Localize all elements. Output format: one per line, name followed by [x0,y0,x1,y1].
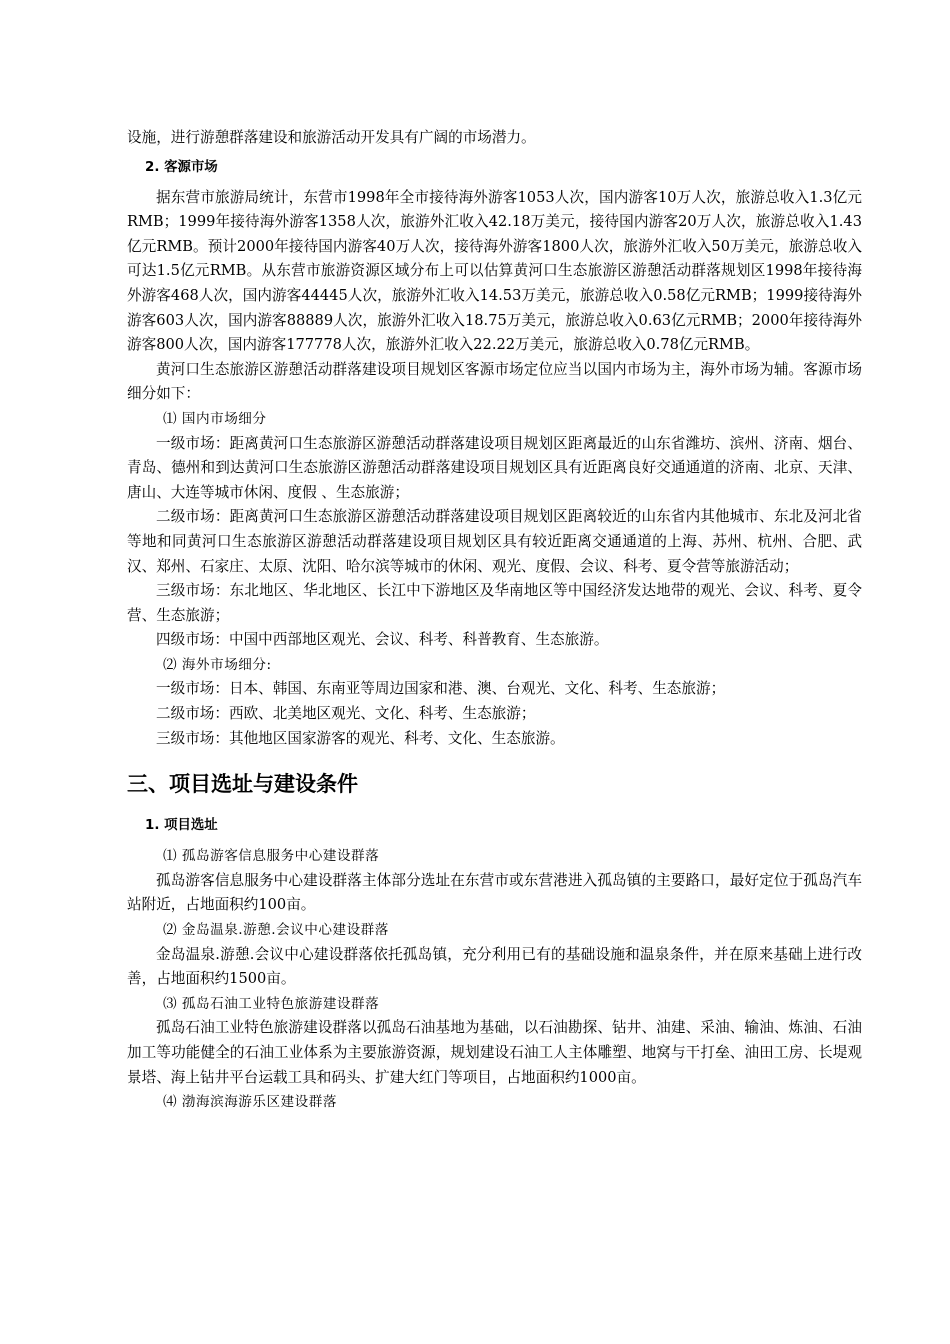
site-item1-body: 孤岛游客信息服务中心建设群落主体部分选址在东营市或东营港进入孤岛镇的主要路口，最好定位于孤岛汽车站附近，占地面积约100亩。 [127,871,862,914]
overseas-tier3-paragraph: 三级市场：其他地区国家游客的观光、科考、文化、生态旅游。 [156,729,565,747]
site-item3-body: 孤岛石油工业特色旅游建设群落以孤岛石油基地为基础，以石油勘探、钻井、油建、采油、输油、炼油、石油加工等功能健全的石油工业体系为主要旅游资源，规划建设石油工人主体雕塑、地窝与干打垒、油田工房、长堤观景塔、海上钻井平台运载工具和码头、扩建大红门等项目，占地面积约1000亩。 [127,1019,862,1086]
source-market-heading: 2. 客源市场 [145,159,218,175]
domestic-tier4-paragraph: 四级市场：中国中西部地区观光、会议、科考、科普教育、生态旅游。 [156,631,609,649]
site-item2-body: 金岛温泉.游憩.会议中心建设群落依托孤岛镇，充分利用已有的基础设施和温泉条件，并在原来基础上进行改善，占地面积约1500亩。 [127,945,862,988]
domestic-tier2-paragraph: 二级市场：距离黄河口生态旅游区游憩活动群落建设项目规划区距离较近的山东省内其他城市、东北及河北省等地和同黄河口生态旅游区游憩活动群落建设项目规划区具有较近距离交通通道的上海、苏州、杭州、合肥、武汉、郑州、石家庄、太原、沈阳、哈尔滨等城市的休闲、观光、度假、会议、科考、夏令营等旅游活动； [127,508,862,575]
site-item1-heading: ⑴ 孤岛游客信息服务中心建设群落 [163,848,380,865]
domestic-tier3-paragraph: 三级市场：东北地区、华北地区、长江中下游地区及华南地区等中国经济发达地带的观光、会议、科考、夏令营、生态旅游； [127,582,862,624]
site-item4-heading: ⑷ 渤海滨海游乐区建设群落 [163,1094,337,1111]
overseas-tier2-paragraph: 二级市场：西欧、北美地区观光、文化、科考、生态旅游； [156,705,536,723]
site-item2-heading: ⑵ 金岛温泉.游憩.会议中心建设群落 [163,922,389,939]
document-body [127,126,862,1115]
domestic-tier1-paragraph: 一级市场：距离黄河口生态旅游区游憩活动群落建设项目规划区距离最近的山东省潍坊、滨州、济南、烟台、青岛、德州和到达黄河口生态旅游区游憩活动群落建设项目规划区具有近距离良好交通通道的济南、北京、天津、唐山、大连等城市休闲、度假 、生态旅游； [127,434,862,501]
overseas-market-heading: ⑵ 海外市场细分: [163,656,272,673]
overseas-tier1-paragraph: 一级市场：日本、韩国、东南亚等周边国家和港、澳、台观光、文化、科考、生态旅游； [156,680,726,698]
intro-continuation-paragraph: 设施，进行游憩群落建设和旅游活动开发具有广阔的市场潜力。 [127,129,536,146]
site-item3-heading: ⑶ 孤岛石油工业特色旅游建设群落 [163,995,380,1012]
site-selection-heading: 1. 项目选址 [145,818,218,834]
chapter3-heading: 三、项目选址与建设条件 [127,772,358,797]
market-stats-paragraph: 据东营市旅游局统计，东营市1998年全市接待海外游客1053人次，国内游客10万人次，旅游总收入1.3亿元RMB；1999年接待海外游客1358人次，旅游外汇收入42.18万美元，接待国内游客20万人次，旅游总收入1.43亿元RMB。预计2000年接待国内游客40万人次，接待海外游客1800人次，旅游外汇收入50万美元，旅游总收入可达1.5亿元RMB。从东营市旅游资源区域分布上可以估算黄河口生态旅游区游憩活动群落规划区1998年接待海外游客468人次，国内游客44445人次，旅游外汇收入14.53万美元，旅游总收入0.58亿元RMB；1999接待海外游客603人次，国内游客88889人次，旅游外汇收入18.75万美元，旅游总收入0.63亿元RMB；2000年接待海外游客800人次，国内游客177778人次，旅游外汇收入22.22万美元，旅游总收入0.78亿元RMB。 [127,188,862,354]
domestic-market-heading: ⑴ 国内市场细分 [163,410,267,427]
market-positioning-paragraph: 黄河口生态旅游区游憩活动群落建设项目规划区客源市场定位应当以国内市场为主，海外市场为辅。客源市场细分如下： [127,360,862,403]
